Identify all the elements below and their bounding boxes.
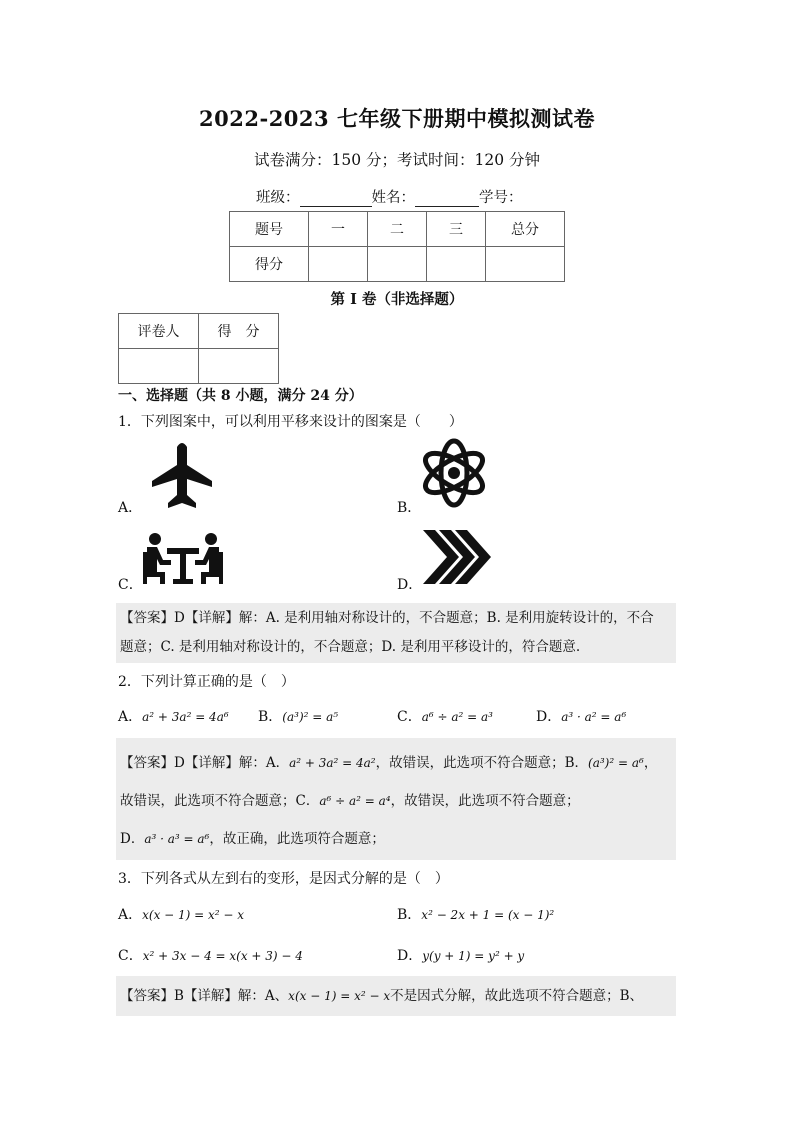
part1-heading: 一、选择题（共 8 小题，满分 24 分） [118, 388, 363, 404]
score-table-header-row [230, 212, 565, 247]
q2-option-a-expr: a² + 3a² = 4a⁶ [142, 710, 229, 724]
score-cell: 题号 [230, 212, 309, 247]
score-input-cell[interactable] [368, 247, 427, 282]
reviewer-table [118, 313, 279, 384]
name-label: 姓名： [371, 190, 415, 206]
q1-label-d: D． [397, 577, 423, 593]
airplane-icon [150, 441, 214, 509]
score-input-cell[interactable] [309, 247, 368, 282]
q2-option-a[interactable]: A．a² + 3a² = 4a⁶ [118, 709, 229, 725]
q3-option-c-expr: x² + 3x − 4 = x(x + 3) − 4 [142, 949, 303, 963]
q2-option-c-expr: a⁶ ÷ a² = a³ [421, 710, 493, 724]
q1-answer-line2: 题意；C. 是利用轴对称设计的，不合题意；D. 是利用平移设计的，符合题意. [120, 639, 581, 655]
name-blank[interactable] [415, 192, 479, 207]
q1-label-c: C． [118, 577, 143, 593]
q3-option-b-expr: x² − 2x + 1 = (x − 1)² [421, 908, 555, 922]
score-input-cell[interactable] [486, 247, 565, 282]
id-label: 学号： [479, 190, 523, 206]
reviewer-score-cell[interactable] [199, 349, 279, 384]
score-table [229, 211, 565, 282]
exam-subtitle: 试卷满分：150 分；考试时间：120 分钟 [253, 151, 541, 169]
q1-stem: 1．下列图案中，可以利用平移来设计的图案是（ ） [118, 414, 463, 430]
q1-answer-line1: 【答案】D【详解】解：A. 是利用轴对称设计的，不合题意；B. 是利用旋转设计的，不合 [120, 610, 654, 626]
q2-stem: 2．下列计算正确的是（ ） [118, 674, 295, 690]
score-cell: 一 [309, 212, 368, 247]
chevrons-icon [421, 528, 493, 586]
student-info [256, 186, 523, 207]
q2-answer-expr-b: (a³)² = a⁶ [588, 756, 644, 770]
q3-option-d[interactable]: D．y(y + 1) = y² + y [397, 948, 525, 964]
q2-option-d-expr: a³ · a² = a⁶ [561, 710, 627, 724]
q3-option-b[interactable]: B．x² − 2x + 1 = (x − 1)² [397, 907, 555, 923]
class-blank[interactable] [300, 192, 372, 207]
q2-answer-expr-a: a² + 3a² = 4a² [289, 756, 376, 770]
q3-stem: 3．下列各式从左到右的变形，是因式分解的是（ ） [118, 871, 449, 887]
q3-answer-expr: x(x − 1) = x² − x [288, 989, 391, 1003]
q2-option-d[interactable]: D．a³ · a² = a⁶ [536, 709, 627, 725]
q1-label-b: B． [397, 500, 422, 516]
q2-option-b-expr: (a³)² = a⁵ [282, 710, 339, 724]
class-label: 班级： [256, 190, 300, 206]
reviewer-label: 评卷人 [119, 314, 199, 349]
q3-option-c[interactable]: C．x² + 3x − 4 = x(x + 3) − 4 [118, 948, 303, 964]
reviewer-name-cell[interactable] [119, 349, 199, 384]
section-title: 第 I 卷（非选择题） [330, 291, 464, 308]
score-cell: 总分 [486, 212, 565, 247]
q2-answer-expr-c: a⁶ ÷ a² = a⁴ [319, 794, 391, 808]
reviewer-score-label: 得 分 [199, 314, 279, 349]
q3-option-a[interactable]: A．x(x − 1) = x² − x [118, 907, 245, 923]
atom-icon [418, 438, 490, 508]
q1-answer [116, 603, 676, 663]
meeting-icon [143, 532, 223, 586]
score-cell: 得分 [230, 247, 309, 282]
q3-option-a-expr: x(x − 1) = x² − x [142, 908, 245, 922]
q1-label-a: A． [118, 500, 143, 516]
score-table-score-row [230, 247, 565, 282]
q2-answer: 【答案】D【详解】解：A．a² + 3a² = 4a²，故错误，此选项不符合题意；B．(a³)² = a⁶， 故错误，此选项不符合题意；C．a⁶ ÷ a² = a⁴，故错误，此选项不符合题意； D．a³ · a³ = a⁶，故正确，此选项符合题意； [116, 738, 676, 860]
exam-title: 2022-2023 七年级下册期中模拟测试卷 [199, 106, 595, 131]
q3-answer: 【答案】B【详解】解：A、x(x − 1) = x² − x不是因式分解，故此选项不符合题意；B、 [116, 976, 676, 1016]
q2-option-c[interactable]: C．a⁶ ÷ a² = a³ [397, 709, 493, 725]
score-input-cell[interactable] [427, 247, 486, 282]
q2-option-b[interactable]: B．(a³)² = a⁵ [258, 709, 339, 725]
score-cell: 二 [368, 212, 427, 247]
score-cell: 三 [427, 212, 486, 247]
q3-option-d-expr: y(y + 1) = y² + y [422, 949, 525, 963]
q2-answer-expr-d: a³ · a³ = a⁶ [144, 832, 210, 846]
